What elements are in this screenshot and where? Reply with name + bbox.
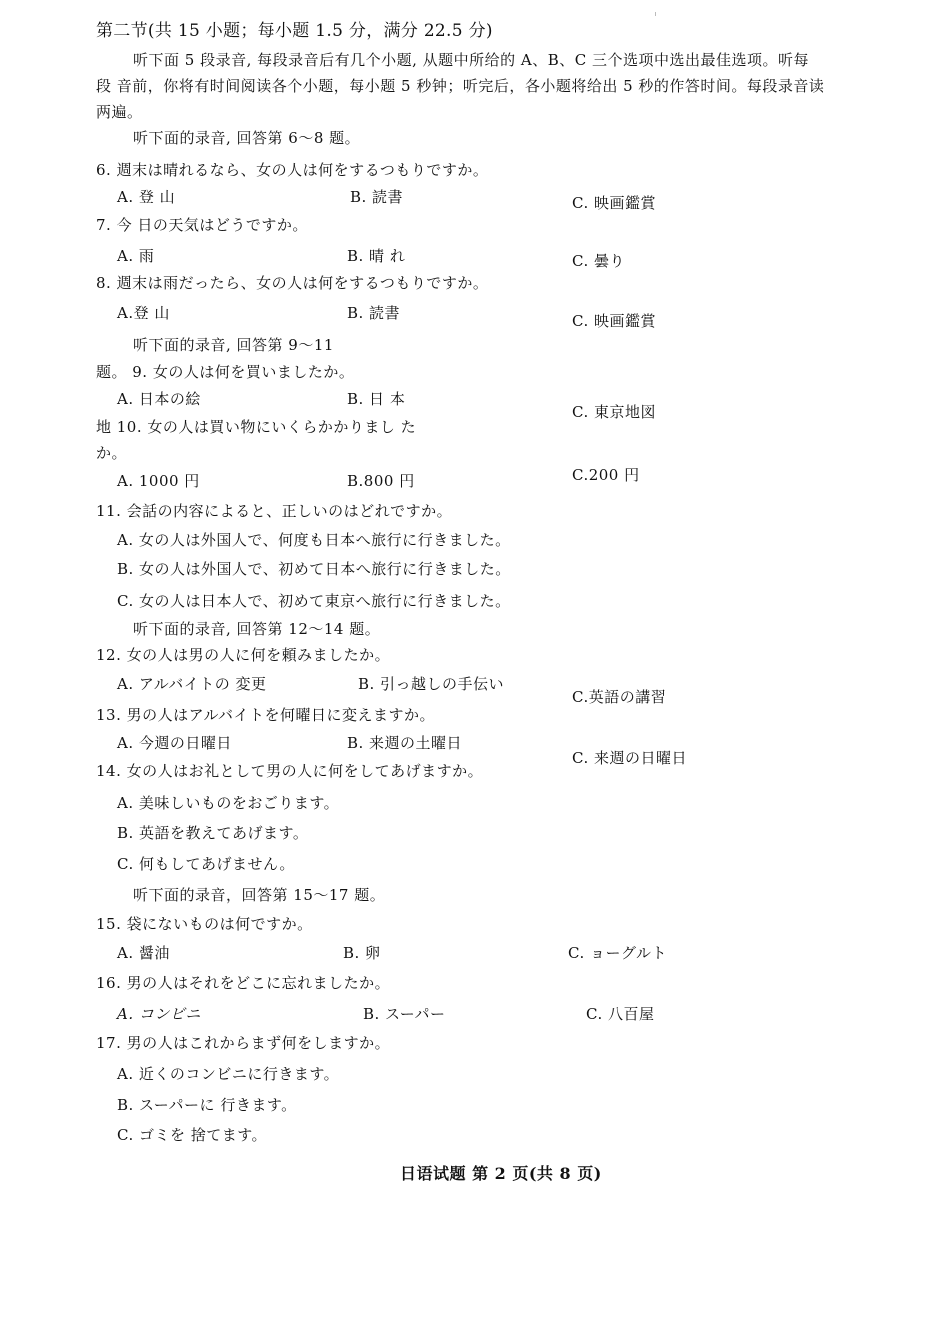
question-14-stem: 14. 女の人はお礼として男の人に何をしてあげますか。 — [96, 762, 484, 780]
question-6-option-c: C. 映画鑑賞 — [572, 194, 656, 212]
group-1-intro: 听下面的录音, 回答第 6～8 题。 — [133, 129, 361, 147]
question-16-option-c: C. 八百屋 — [586, 1005, 655, 1023]
question-17-stem: 17. 男の人はこれからまず何をしますか。 — [96, 1034, 391, 1052]
question-8-option-c: C. 映画鑑賞 — [572, 312, 656, 330]
question-6-option-b: B. 読書 — [350, 188, 404, 206]
question-7-option-a: A. 雨 — [117, 247, 155, 265]
question-14-option-b: B. 英語を教えてあげます。 — [117, 824, 309, 842]
question-9-option-c: C. 東京地図 — [572, 403, 656, 421]
question-7-stem: 7. 今 日の天気はどうですか。 — [96, 216, 308, 234]
question-10-option-a: A. 1000 円 — [117, 472, 200, 490]
question-12-option-c: C.英語の講習 — [572, 688, 667, 706]
instruction-line-3: 两遍。 — [96, 103, 143, 121]
question-15-stem: 15. 袋にないものは何ですか。 — [96, 915, 313, 933]
group-4-intro: 听下面的录音，回答第 15～17 题。 — [133, 886, 386, 904]
question-10-option-b: B.800 円 — [347, 472, 415, 490]
question-15-option-c: C. ョーグルト — [568, 944, 668, 962]
question-11-stem: 11. 会話の内容によると、正しいのはどれですか。 — [96, 502, 453, 520]
instruction-line-1: 听下面 5 段录音, 每段录音后有几个小题, 从题中所给的 A、B、C 三个选项中选出最佳选项。听每 — [133, 51, 810, 69]
question-11-option-a: A. 女の人は外国人で、何度も日本へ旅行に行きました。 — [117, 531, 511, 549]
question-7-option-c: C. 曇り — [572, 252, 625, 270]
question-12-option-b: B. 引っ越しの手伝い — [358, 675, 505, 693]
question-8-option-b: B. 読書 — [347, 304, 401, 322]
question-16-stem: 16. 男の人はそれをどこに忘れましたか。 — [96, 974, 391, 992]
scan-mark — [655, 12, 656, 16]
question-13-option-b: B. 来週の土曜日 — [347, 734, 463, 752]
group-2-intro-line-2: 题。 9. 女の人は何を買いましたか。 — [96, 363, 355, 381]
question-10-option-c: C.200 円 — [572, 466, 640, 484]
page-footer: 日语试题 第 2 页(共 8 页) — [400, 1164, 602, 1183]
question-14-option-a: A. 美味しいものをおごります。 — [117, 794, 340, 812]
question-9-option-b: B. 日 本 — [347, 390, 406, 408]
question-7-option-b: B. 晴 れ — [347, 247, 406, 265]
question-6-stem: 6. 週末は晴れるなら、女の人は何をするつもりですか。 — [96, 161, 489, 179]
section-title: 第二节(共 15 小题；每小题 1.5 分，满分 22.5 分) — [96, 21, 493, 41]
question-13-option-c: C. 来週の日曜日 — [572, 749, 687, 767]
question-11-option-c: C. 女の人は日本人で、初めて東京へ旅行に行きました。 — [117, 592, 511, 610]
question-11-option-b: B. 女の人は外国人で、初めて日本へ旅行に行きました。 — [117, 560, 511, 578]
question-17-option-c: C. ゴミを 捨てます。 — [117, 1126, 268, 1144]
question-12-stem: 12. 女の人は男の人に何を頼みましたか。 — [96, 646, 391, 664]
question-10-stem-line-1: 地 10. 女の人は買い物にいくらかかりまし た — [96, 418, 417, 436]
question-16-option-a: A. コンビニ — [117, 1005, 201, 1023]
instruction-line-2: 段 音前，你将有时间阅读各个小题，每小题 5 秒钟；听完后，各小题将给出 5 秒的作答时间。每段录音读 — [96, 77, 825, 95]
question-8-option-a: A.登 山 — [117, 304, 170, 322]
group-2-intro-line-1: 听下面的录音, 回答第 9～11 — [133, 336, 334, 354]
question-6-option-a: A. 登 山 — [117, 188, 176, 206]
question-12-option-a: A. アルバイトの 変更 — [117, 675, 267, 693]
question-15-option-b: B. 卵 — [343, 944, 381, 962]
question-10-stem-line-2: か。 — [96, 444, 128, 462]
question-13-option-a: A. 今週の日曜日 — [117, 734, 232, 752]
question-15-option-a: A. 醤油 — [117, 944, 170, 962]
group-3-intro: 听下面的录音, 回答第 12～14 题。 — [133, 620, 381, 638]
question-8-stem: 8. 週末は雨だったら、女の人は何をするつもりですか。 — [96, 274, 489, 292]
question-9-option-a: A. 日本の絵 — [117, 390, 201, 408]
question-17-option-a: A. 近くのコンビニに行きます。 — [117, 1065, 340, 1083]
question-13-stem: 13. 男の人はアルバイトを何曜日に変えますか。 — [96, 706, 435, 724]
question-16-option-b: B. スーパー — [363, 1005, 446, 1023]
question-14-option-c: C. 何もしてあげません。 — [117, 855, 295, 873]
question-17-option-b: B. スーパーに 行きます。 — [117, 1096, 297, 1114]
